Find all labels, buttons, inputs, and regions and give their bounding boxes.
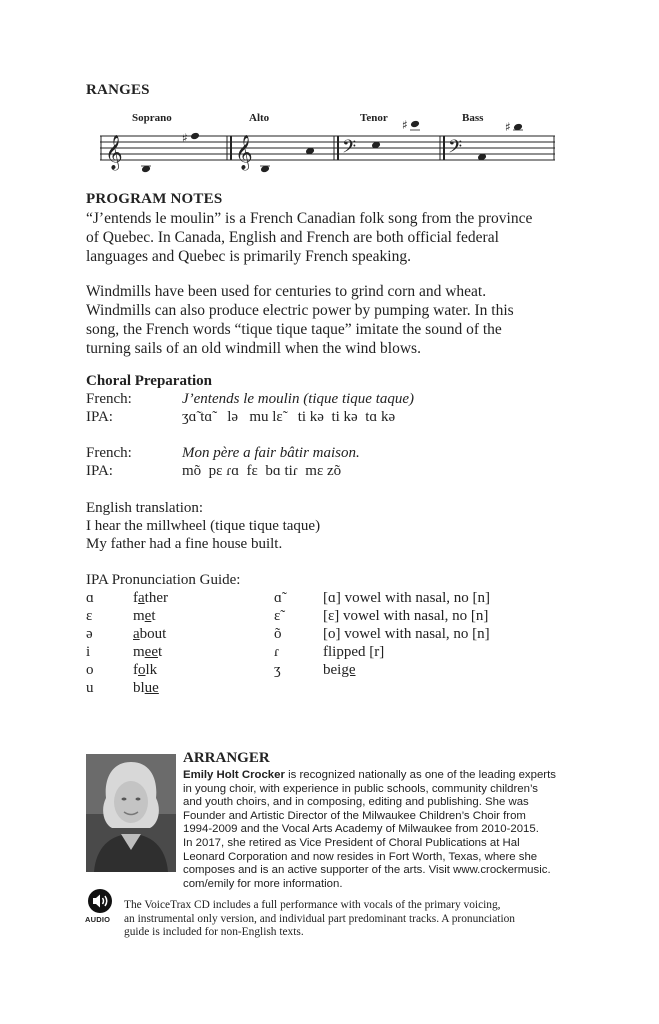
treble-clef-icon: 𝄞 [235, 135, 253, 170]
ipa-description: [ɛ] vowel with nasal, no [n] [323, 608, 489, 624]
bio-line: in young choir, with experience in public schools, community children’s [183, 782, 538, 795]
ipa-description: beige [323, 662, 356, 678]
bass-clef-icon: 𝄢 [448, 137, 463, 162]
bio-line: Leonard Corporation and now resides in Fort Worth, Texas, where she [183, 850, 538, 863]
audio-label: AUDIO [85, 915, 111, 924]
ipa-symbol: u [86, 680, 94, 696]
bio-line: com/emily for more information. [183, 877, 343, 890]
treble-clef-icon: 𝄞 [105, 135, 123, 170]
ipa-symbol: i [86, 644, 91, 660]
ipa-guide-heading: IPA Pronunciation Guide: [86, 572, 241, 588]
translation-line-1: I hear the millwheel (tique tique taque) [86, 518, 321, 534]
audio-line: guide is included for non-English texts. [124, 926, 304, 939]
bio-line: 1994-2009 and the Vocal Arts Academy of Milwaukee from 2010-2015. [183, 823, 539, 836]
program-notes-heading: PROGRAM NOTES [86, 191, 223, 207]
ipa-description: [ɑ] vowel with nasal, no [n] [323, 590, 490, 606]
ranges-heading: RANGES [86, 82, 150, 98]
bio-line: Emily Holt Crocker is recognized nationally as one of the leading experts [183, 769, 556, 781]
bio-line: composes and is an active supporter of the arts. Visit www.crockermusic. [183, 864, 551, 877]
row-label: IPA: [86, 409, 113, 425]
audio-description [124, 899, 574, 940]
audio-icon [86, 888, 114, 928]
choral-preparation-heading: Choral Preparation [86, 373, 212, 389]
arranger-name: Emily Holt Crocker [183, 769, 285, 781]
svg-text:♯: ♯ [505, 120, 511, 134]
ipa-symbol: ɛ [86, 608, 93, 624]
voice-label-bass: Bass [462, 112, 484, 124]
svg-text:♯: ♯ [182, 131, 188, 145]
ipa-symbol: ɛ̃ [274, 608, 281, 624]
ipa-symbol: ɾ [274, 644, 279, 660]
music-staff-svg [100, 112, 560, 178]
ipa-example: met [133, 608, 156, 624]
text-line: “J’entends le moulin” is a French Canadian folk song from the province [86, 210, 533, 227]
ipa-description: [o] vowel with nasal, no [n] [323, 626, 490, 642]
row-label: French: [86, 391, 132, 407]
row-label: IPA: [86, 463, 113, 479]
voice-label-soprano: Soprano [132, 112, 172, 124]
ipa-example: meet [133, 644, 163, 660]
ipa-symbol: ɑ̃ [274, 590, 282, 606]
ipa-example: about [133, 626, 167, 642]
ipa-symbol: ʒ [274, 662, 281, 678]
translation-label: English translation: [86, 500, 204, 516]
audio-line: The VoiceTrax CD includes a full performance with vocals of the primary voicing, [124, 899, 501, 911]
ipa-symbol: o [86, 662, 94, 678]
program-notes-paragraph-2 [86, 282, 561, 358]
ipa-example: father [133, 590, 168, 606]
ipa-symbol: ə [86, 626, 93, 642]
ranges-staff [100, 112, 560, 178]
ipa-text: mõ pɛ ɾɑ fɛ bɑ tiɾ mɛ zõ [182, 463, 342, 479]
ipa-symbol: ɑ [86, 590, 94, 606]
ipa-symbol: õ [274, 626, 282, 642]
translation-line-2: My father had a fine house built. [86, 536, 283, 552]
ipa-description: flipped [r] [323, 644, 385, 660]
program-notes-paragraph-1 [86, 209, 561, 266]
ipa-example: blue [133, 680, 159, 696]
text-line: of Quebec. In Canada, English and French are both official federal [86, 229, 499, 246]
arranger-photo [86, 754, 176, 872]
french-text: J’entends le moulin (tique tique taque) [182, 391, 415, 407]
voice-label-tenor: Tenor [360, 112, 388, 124]
text-line: song, the French words “tique tique taque” imitate the sound of the [86, 321, 502, 338]
bio-line: and youth choirs, and in composing, editing and publishing. She was [183, 796, 529, 809]
voice-label-alto: Alto [249, 112, 270, 124]
ipa-example: folk [133, 662, 158, 678]
french-text: Mon père a fair bâtir maison. [182, 445, 360, 461]
arranger-heading: ARRANGER [183, 750, 270, 766]
bio-line: In 2017, she retired as Vice President of Choral Publications at Hal [183, 836, 520, 849]
text-line: Windmills can also produce electric power by pumping water. In this [86, 302, 514, 319]
text-line: languages and Quebec is primarily French speaking. [86, 248, 411, 265]
arranger-bio [183, 769, 572, 891]
audio-line: an instrumental only version, and individual part predominant tracks. A pronunciation [124, 912, 515, 925]
text-line: Windmills have been used for centuries to grind corn and wheat. [86, 283, 487, 300]
text-line: turning sails of an old windmill when the wind blows. [86, 340, 421, 357]
svg-text:♯: ♯ [402, 118, 408, 132]
row-label: French: [86, 445, 132, 461]
ipa-text: ʒɑ̃ tɑ̃ lə mu lɛ̃ ti kə ti kə tɑ kə [182, 409, 396, 425]
arranger-portrait-illustration [86, 754, 176, 872]
bass-clef-icon: 𝄢 [342, 137, 357, 162]
bio-line: Founder and Artistic Director of the Milwaukee Children’s Choir from [183, 809, 526, 822]
